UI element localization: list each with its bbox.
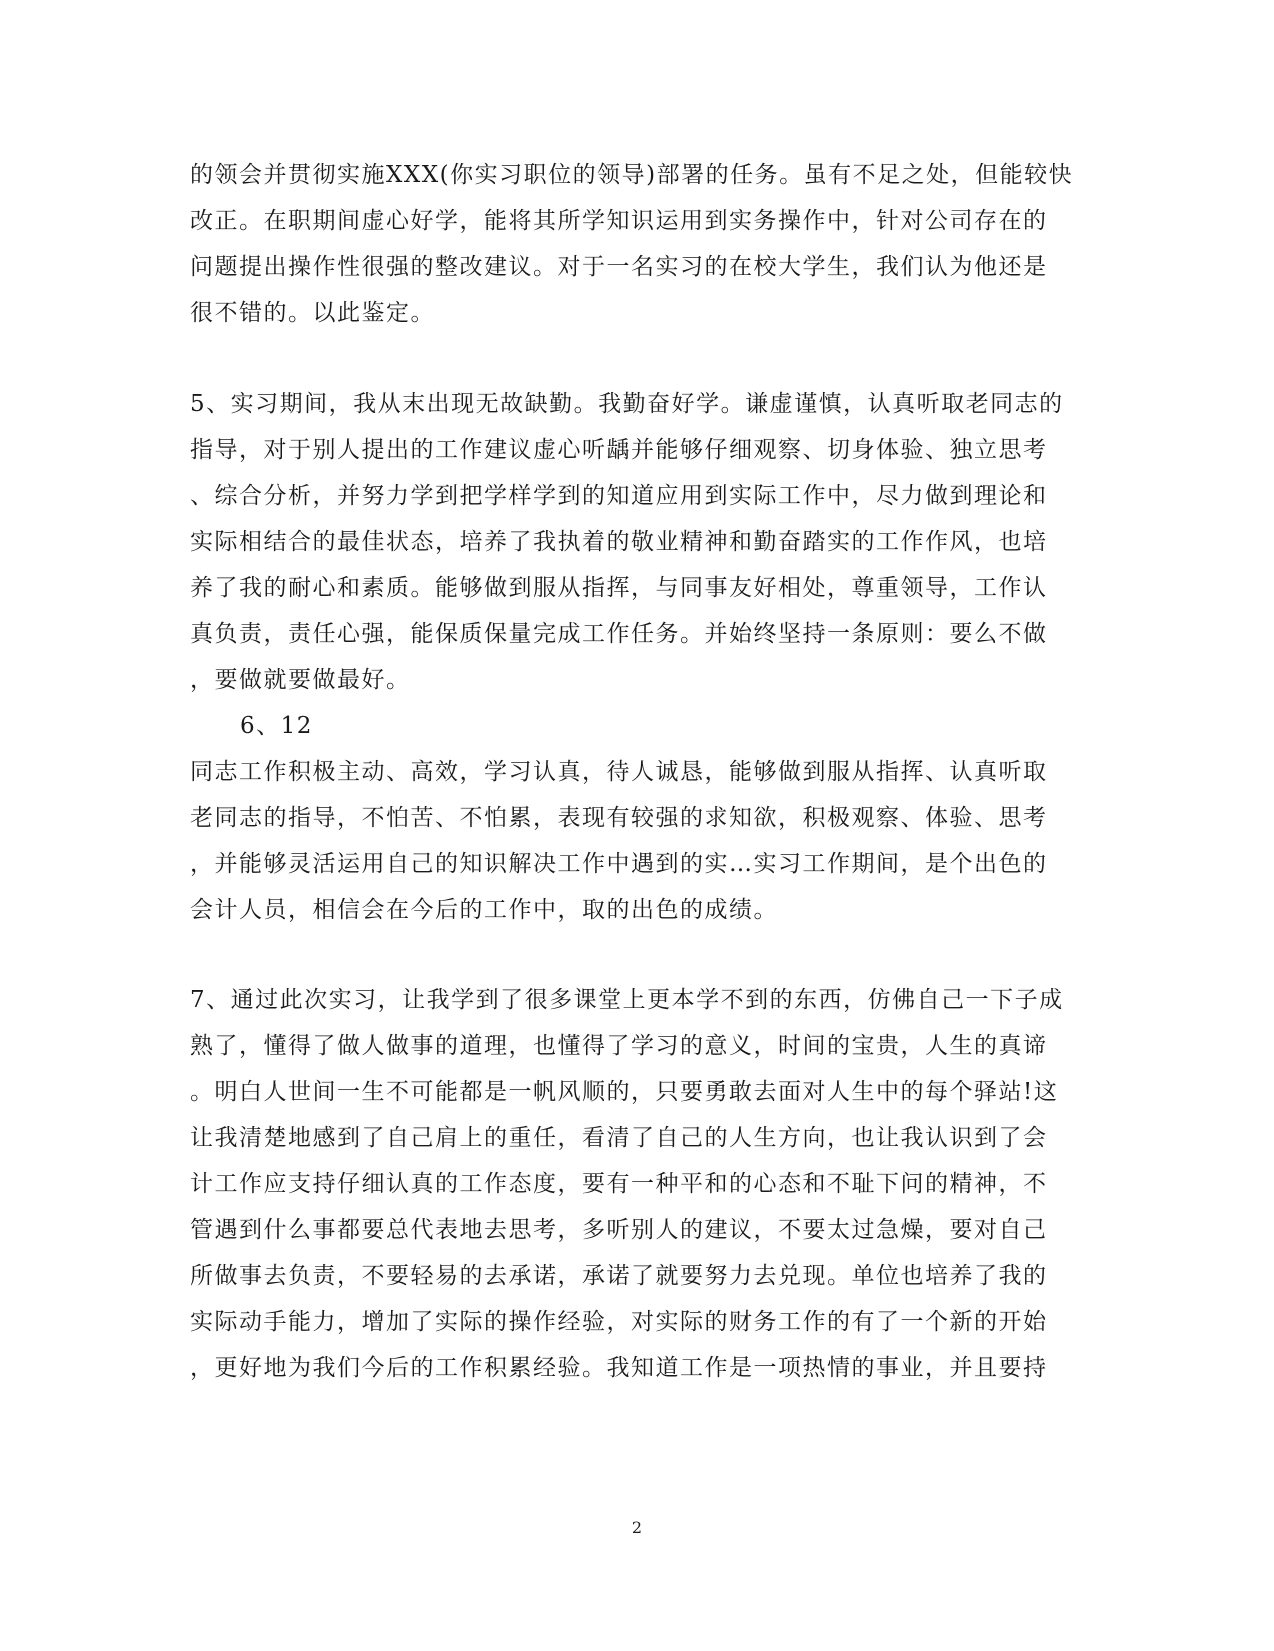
paragraph-4-line: ，更好地为我们今后的工作积累经验。我知道工作是一项热情的事业，并且要持 — [190, 1355, 1048, 1381]
paragraph-2-line: 真负责，责任心强，能保质保量完成工作任务。并始终坚持一条原则：要么不做 — [190, 621, 1048, 647]
paragraph-4-line: 管遇到什么事都要总代表地去思考，多听别人的建议，不要太过急燥，要对自己 — [190, 1217, 1048, 1243]
paragraph-1-line: 很不错的。以此鉴定。 — [190, 300, 435, 326]
paragraph-4-line: 实际动手能力，增加了实际的操作经验，对实际的财务工作的有了一个新的开始 — [190, 1309, 1048, 1335]
paragraph-4-line: 7、通过此次实习，让我学到了很多课堂上更本学不到的东西，仿佛自己一下子成 — [190, 987, 1064, 1013]
paragraph-3-heading: 6、12 — [240, 713, 313, 739]
paragraph-3-line: 同志工作积极主动、高效，学习认真，待人诚恳，能够做到服从指挥、认真听取 — [190, 759, 1048, 785]
paragraph-3-line: ，并能够灵活运用自己的知识解决工作中遇到的实…实习工作期间，是个出色的 — [190, 851, 1048, 877]
paragraph-4-line: 所做事去负责，不要轻易的去承诺，承诺了就要努力去兑现。单位也培养了我的 — [190, 1263, 1048, 1289]
paragraph-2-line: 5、实习期间，我从末出现无故缺勤。我勤奋好学。谦虚谨慎，认真听取老同志的 — [190, 391, 1064, 417]
paragraph-3-line: 老同志的指导，不怕苦、不怕累，表现有较强的求知欲，积极观察、体验、思考 — [190, 805, 1048, 831]
paragraph-1-line: 的领会并贯彻实施XXX(你实习职位的领导)部署的任务。虽有不足之处，但能较快 — [190, 162, 1074, 188]
page-number: 2 — [631, 1518, 643, 1537]
paragraph-2-line: 养了我的耐心和素质。能够做到服从指挥，与同事友好相处，尊重领导，工作认 — [190, 575, 1048, 601]
paragraph-4-line: 让我清楚地感到了自己肩上的重任，看清了自己的人生方向，也让我认识到了会 — [190, 1125, 1048, 1151]
paragraph-4-line: 熟了，懂得了做人做事的道理，也懂得了学习的意义，时间的宝贵，人生的真谛 — [190, 1033, 1048, 1059]
paragraph-2-line: ，要做就要做最好。 — [190, 667, 411, 693]
paragraph-1-line: 问题提出操作性很强的整改建议。对于一名实习的在校大学生，我们认为他还是 — [190, 254, 1048, 280]
paragraph-1-line: 改正。在职期间虚心好学，能将其所学知识运用到实务操作中，针对公司存在的 — [190, 208, 1048, 234]
paragraph-2-line: 、综合分析，并努力学到把学样学到的知道应用到实际工作中，尽力做到理论和 — [190, 483, 1048, 509]
paragraph-4-line: 。明白人世间一生不可能都是一帆风顺的，只要勇敢去面对人生中的每个驿站!这 — [190, 1079, 1059, 1105]
paragraph-4-line: 计工作应支持仔细认真的工作态度，要有一种平和的心态和不耻下问的精神，不 — [190, 1171, 1048, 1197]
paragraph-2-line: 指导，对于别人提出的工作建议虚心听龋并能够仔细观察、切身体验、独立思考 — [190, 437, 1048, 463]
paragraph-3-line: 会计人员，相信会在今后的工作中，取的出色的成绩。 — [190, 897, 778, 923]
paragraph-2-line: 实际相结合的最佳状态，培养了我执着的敬业精神和勤奋踏实的工作作风，也培 — [190, 529, 1048, 555]
